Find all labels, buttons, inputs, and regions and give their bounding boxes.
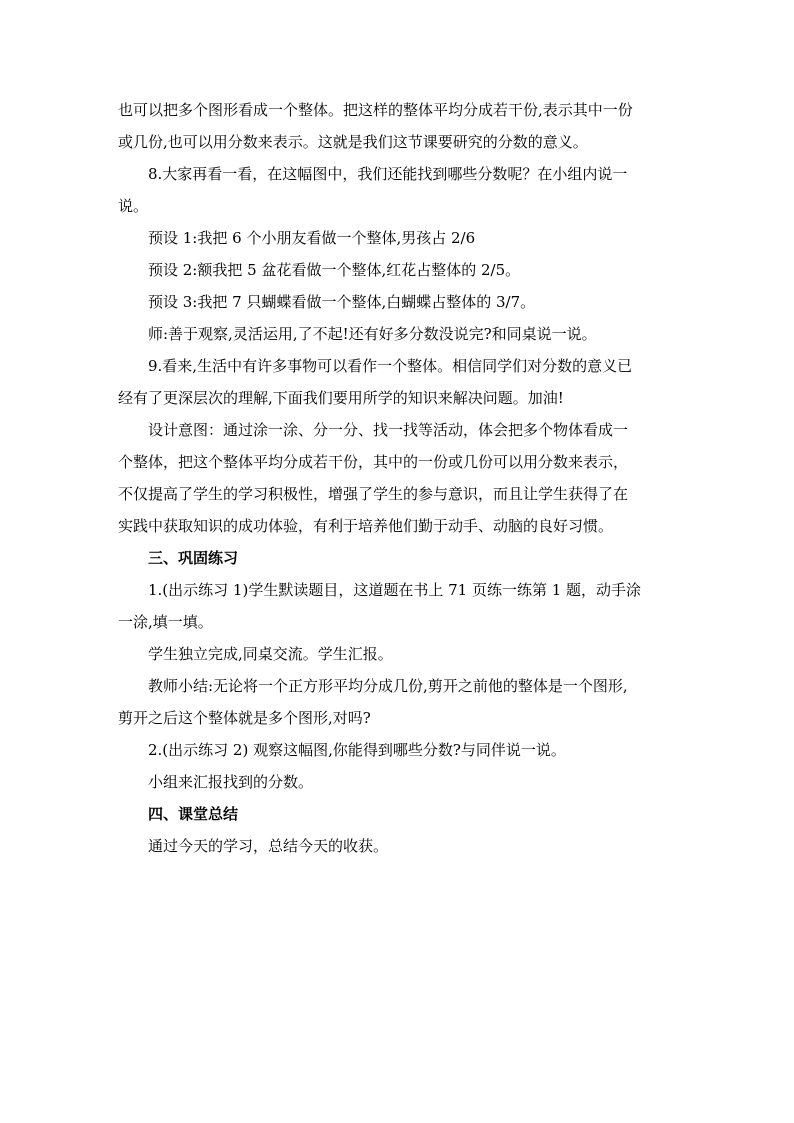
section-heading: 三、巩固练习 [148, 549, 239, 567]
paragraph-line: 师:善于观察,灵活运用,了不起!还有好多分数没说完?和同桌说一说。 [148, 325, 597, 343]
section-heading: 四、课堂总结 [148, 805, 239, 823]
paragraph-line: 剪开之后这个整体就是多个图形,对吗? [118, 709, 371, 727]
paragraph-line: 或几份,也可以用分数来表示。这就是我们这节课要研究的分数的意义。 [118, 133, 588, 151]
paragraph-line: 预设 1:我把 6 个小朋友看做一个整体,男孩占 2/6 [148, 229, 476, 247]
paragraph-line: 也可以把多个图形看成一个整体。把这样的整体平均分成若干份,表示其中一份 [118, 101, 633, 119]
paragraph-line: 实践中获取知识的成功体验，有利于培养他们勤于动手、动脑的良好习惯。 [118, 517, 614, 535]
paragraph-line: 一涂,填一填。 [118, 613, 213, 631]
paragraph-line: 预设 2:额我把 5 盆花看做一个整体,红花占整体的 2/5。 [148, 261, 521, 279]
paragraph-line: 1.(出示练习 1)学生默读题目，这道题在书上 71 页练一练第 1 题，动手涂 [148, 581, 642, 599]
paragraph-line: 不仅提高了学生的学习积极性，增强了学生的参与意识，而且让学生获得了在 [118, 485, 629, 503]
paragraph-line: 小组来汇报找到的分数。 [148, 773, 314, 791]
paragraph-line: 2.(出示练习 2) 观察这幅图,你能得到哪些分数?与同伴说一说。 [148, 741, 566, 759]
paragraph-line: 9.看来,生活中有许多事物可以看作一个整体。相信同学们对分数的意义已 [148, 357, 633, 375]
paragraph-line: 8.大家再看一看，在这幅图中，我们还能找到哪些分数呢？在小组内说一 [148, 165, 628, 183]
paragraph-line: 说。 [118, 197, 149, 215]
paragraph-line: 通过今天的学习，总结今天的收获。 [148, 837, 389, 855]
paragraph-line: 经有了更深层次的理解,下面我们要用所学的知识来解决问题。加油! [118, 389, 564, 407]
paragraph-line: 预设 3:我把 7 只蝴蝶看做一个整体,白蝴蝶占整体的 3/7。 [148, 293, 536, 311]
paragraph-line: 教师小结:无论将一个正方形平均分成几份,剪开之前他的整体是一个图形, [148, 677, 628, 695]
paragraph-line: 学生独立完成,同桌交流。学生汇报。 [148, 645, 393, 663]
paragraph-line: 个整体，把这个整体平均分成若干份，其中的一份或几份可以用分数来表示， [118, 453, 629, 471]
paragraph-line: 设计意图：通过涂一涂、分一分、找一找等活动，体会把多个物体看成一 [148, 421, 629, 439]
